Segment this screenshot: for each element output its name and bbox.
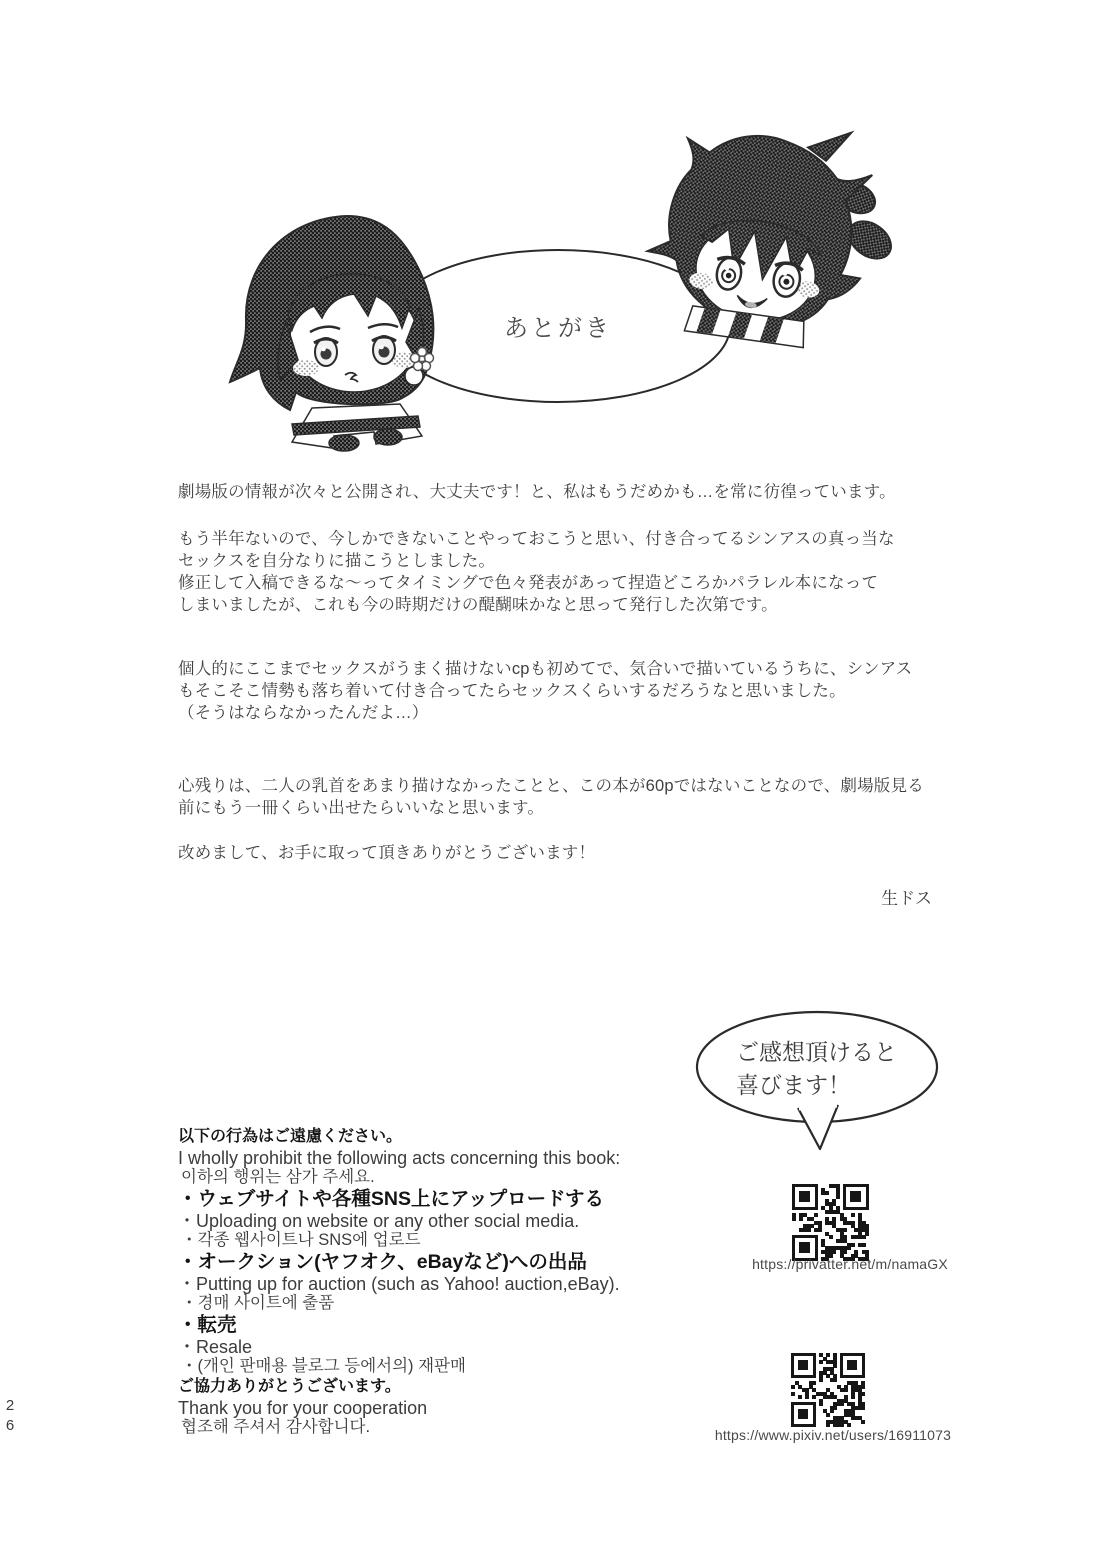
notice-line: ・Resale (178, 1337, 253, 1357)
pixiv-url: https://www.pixiv.net/users/16911073 (714, 1427, 952, 1443)
notice-line: 협조해 주셔서 감사합니다. (181, 1418, 371, 1436)
afterword-bubble-title: あとがき (504, 315, 612, 342)
afterword-line: もう半年ないので、今しかできないことやっておこうと思い、付き合ってるシンアスの真っ当な (178, 530, 895, 548)
afterword-line: しまいましたが、これも今の時期だけの醍醐味かなと思って発行した次第です。 (178, 596, 778, 614)
afterword-paragraph-5 (178, 842, 595, 864)
afterword-line: 劇場版の情報が次々と公開され、大丈夫です！と、私はもうだめかも…を常に彷徨っています。 (178, 483, 896, 501)
page-number-digit: 2 (5, 1397, 15, 1414)
notice-line: ・경매 사이트에 출품 (181, 1294, 335, 1312)
afterword-paragraph-3 (178, 658, 912, 724)
chibi-character-right (640, 128, 896, 372)
notice-line: 이하의 행위는 삼가 주세요. (181, 1168, 375, 1186)
author-signature: 生ドス (881, 889, 932, 908)
notice-line: ・Putting up for auction (such as Yahoo! auction,eBay). (178, 1274, 620, 1294)
prohibition-notice (178, 1126, 718, 1437)
privatter-url: https://privatter.net/m/namaGX (752, 1256, 948, 1272)
notice-line: ・Uploading on website or any other social media. (178, 1211, 580, 1231)
qr-code-pixiv (791, 1353, 865, 1427)
afterword-line: 修正して入稿できるな〜ってタイミングで色々発表があって捏造どころかパラレル本になって (178, 574, 879, 592)
afterword-line: 心残りは、二人の乳首をあまり描けなかったことと、この本が60pではないことなので、劇場版見る (178, 777, 924, 795)
afterword-line: 前にもう一冊くらい出せたらいいなと思います。 (178, 799, 545, 817)
notice-line: ・オークション(ヤフオク、eBayなど)への出品 (178, 1251, 587, 1273)
page-number-digit: 6 (5, 1417, 15, 1434)
afterword-line: セックスを自分なりに描こうとしました。 (178, 552, 496, 570)
afterword-line: 改めまして、お手に取って頂きありがとうございます！ (178, 844, 596, 862)
qr-code-privatter (792, 1184, 869, 1261)
notice-line: ・ウェブサイトや各種SNS上にアップロードする (178, 1188, 605, 1210)
notice-line: ・(개인 판매용 블로그 등에서의) 재판매 (181, 1357, 466, 1375)
afterword-paragraph-1 (178, 481, 896, 503)
feedback-bubble-line1: ご感想頂けると (736, 1039, 897, 1065)
feedback-bubble-text (736, 1036, 897, 1102)
afterword-line: もそこそこ情勢も落ち着いて付き合ってたらセックスくらいするだろうなと思いました。 (178, 682, 846, 700)
notice-line: Thank you for your cooperation (178, 1398, 428, 1418)
afterword-paragraph-2 (178, 528, 895, 616)
notice-line: ご協力ありがとうございます。 (178, 1378, 401, 1395)
chibi-character-left (226, 210, 472, 452)
notice-line: I wholly prohibit the following acts concerning this book: (178, 1148, 621, 1168)
feedback-bubble-line2: 喜びます！ (736, 1072, 851, 1098)
afterword-line: 個人的にここまでセックスがうまく描けないcpも初めてで、気合いで描いているうちに、シンアス (178, 660, 913, 678)
notice-line: ・각종 웹사이트나 SNS에 업로드 (181, 1231, 421, 1249)
page-number (2, 1396, 18, 1436)
afterword-line: （そうはならなかったんだよ…） (178, 704, 429, 722)
afterword-paragraph-4 (178, 775, 924, 819)
notice-line: 以下の行為はご遠慮ください。 (178, 1128, 403, 1145)
notice-line: ・転売 (178, 1314, 237, 1336)
